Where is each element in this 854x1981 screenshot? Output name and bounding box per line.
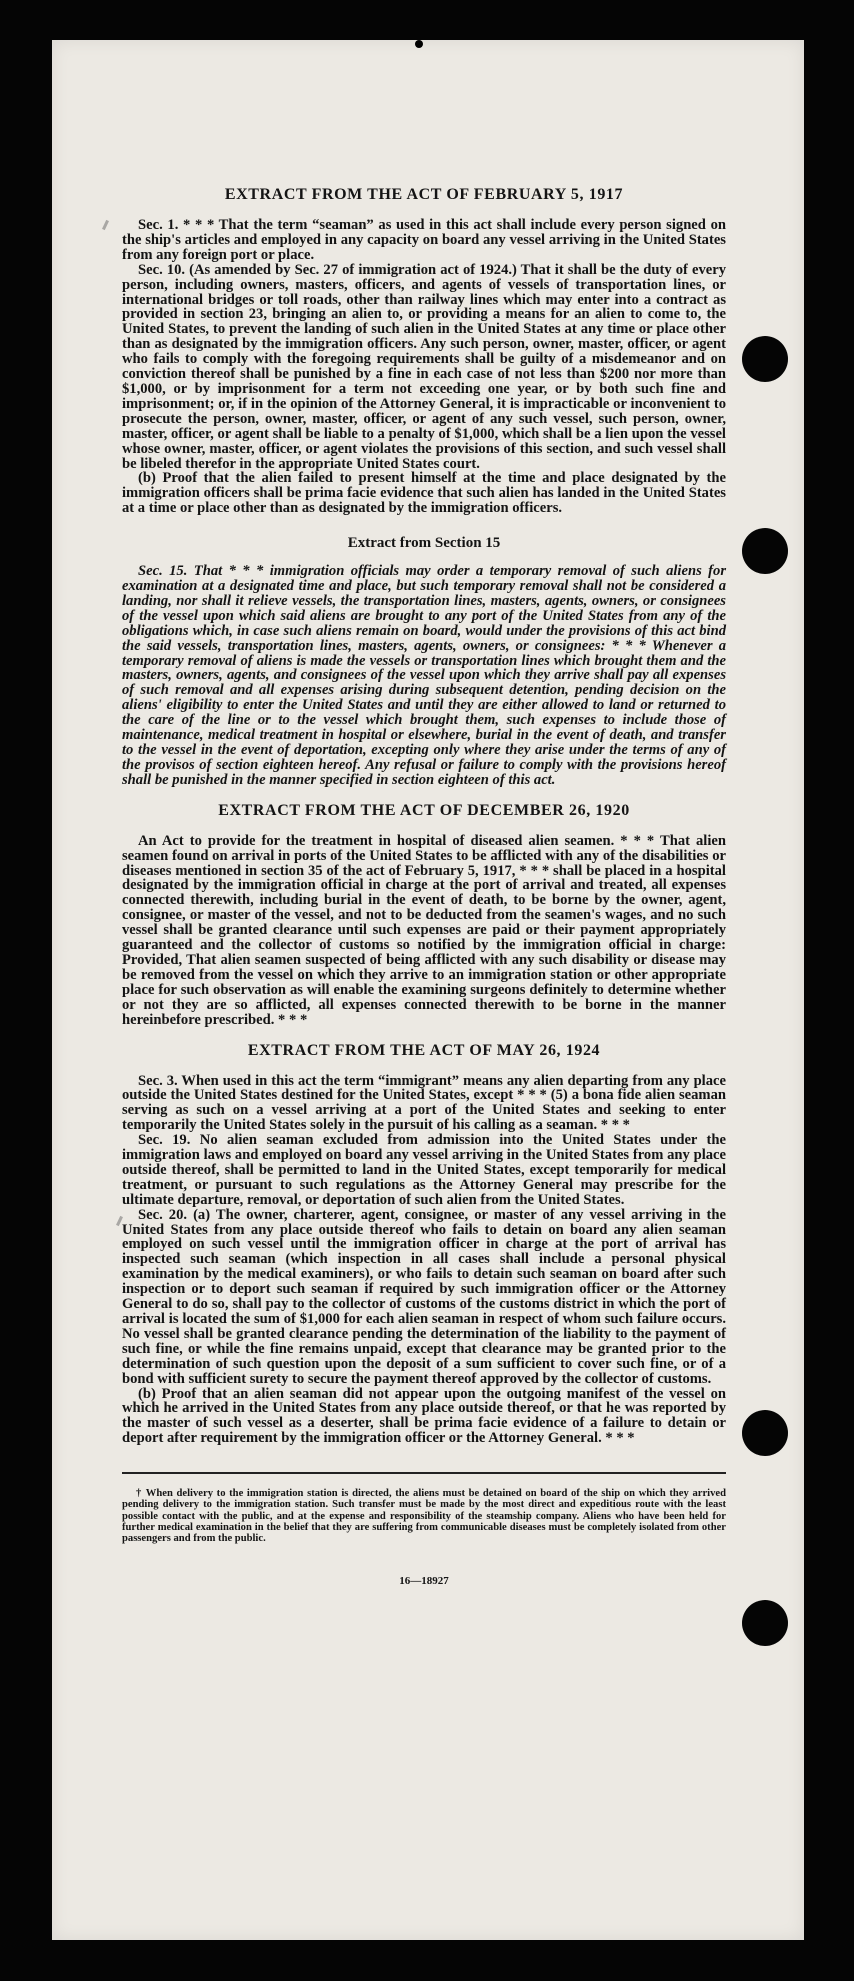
document-page	[52, 40, 804, 1940]
subheading-section-15: Extract from Section 15	[347, 535, 501, 552]
paragraph-sec-20-b: (b) Proof that an alien seaman did not appear upon the outgoing manifest of the vessel on which he arrived in the United States from any place outside thereof, or that he was reported by the master of such vessel as a deserter, shall be prima facie evidence of a failure to detain or deport after requirement by the immigration officer or the Attorney General. * * *	[122, 1385, 726, 1447]
footnote: † When delivery to the immigration station is directed, the aliens must be detained on board of the ship on which they arrived pending delivery to the immigration station. Such transfer must be made by the most direct and expeditious route with the least possible contact with the public, and at the expense and responsibility of the steamship company. Aliens who have been held for further medical examination in the belief that they are suffering from communicable diseases must be completely isolated from other passengers and from the public.	[122, 1488, 726, 1544]
paragraph-sec-20-a: Sec. 20. (a) The owner, charterer, agent, consignee, or master of any vessel arriving in the United States from any place outside thereof who fails to detain on board any alien seaman employed on such vessel until the immigration officer in charge at the port of arrival has inspected such seaman (which inspection in all cases shall include a personal physical examination by the medical examiners), or who fails to detain such seaman on board after such inspection or to deport such seaman if required by such immigration officer or the Attorney General to do so, shall pay to the collector of customs of the customs district in which the port of arrival is located the sum of $1,000 for each alien seaman in respect of whom such failure occurs. No vessel shall be granted clearance pending the determination of the liability to the payment of such fine, or while the fine remains unpaid, except that clearance may be granted prior to the determination of such question upon the deposit of a sum sufficient to cover such fine, or of a bond with sufficient surety to secure the payment thereof approved by the collector of customs.	[122, 1206, 726, 1387]
heading-act-1920: EXTRACT FROM THE ACT OF DECEMBER 26, 1920	[218, 801, 630, 819]
heading-act-1917: EXTRACT FROM THE ACT OF FEBRUARY 5, 1917	[224, 186, 624, 203]
paragraph-sec-19: Sec. 19. No alien seaman excluded from admission into the United States under the immigration laws and employed on board any vessel arriving in the United States from any place outside thereof, shall be permitted to land in the United States, except temporarily for medical treatment, or pursuant to such regulations as the Attorney General may prescribe for the ultimate departure, removal, or deportation of such alien from the United States.	[122, 1132, 726, 1208]
paragraph-sec-15: Sec. 15. That * * * immigration officials may order a temporary removal of such aliens for examination at a designated time and place, but such temporary removal shall not be considered a landing, nor shall it relieve vessels, the transportation lines, masters, agents, owners, or consignees of the vessel upon which said aliens are brought to any port of the United States from any of the obligations which, in case such aliens remain on board, would under the provisions of this act bind the said vessels, transportation lines, masters, agents, owners, or consignees: * * * Whenever a temporary removal of aliens is made the vessels or transportation lines which brought them and the masters, owners, agents, and consignees of the vessel upon which they arrive shall pay all expenses of such removal and all expenses arising during subsequent detention, pending decision on the aliens' eligibility to enter the United States and until they are either allowed to land or returned to the care of the line or to the vessel which brought them, such expenses to include those of maintenance, medical treatment in hospital or elsewhere, burial in the event of death, and transfer to the vessel in the event of deportation, excepting only where they arise under the terms of any of the provisos of section eighteen hereof. Any refusal or failure to comply with the provisions hereof shall be punished in the manner specified in section eighteen of this act.	[122, 563, 726, 788]
form-code: 16—18927	[399, 1575, 449, 1588]
paragraph-sec-3: Sec. 3. When used in this act the term “immigrant” means any alien departing from any place outside the United States destined for the United States, except * * * (5) a bona fide alien seaman serving as such on a vessel arriving at a port of the United States and seeking to enter temporarily the United States solely in the pursuit of his calling as a seaman. * * *	[122, 1072, 726, 1134]
document-body	[122, 186, 726, 1589]
paragraph-sec-1: Sec. 1. * * * That the term “seaman” as used in this act shall include every person signed on the ship's articles and employed in any capacity on board any vessel arriving in the United States from any foreign port or place.	[122, 217, 726, 263]
punch-hole-top-2	[742, 528, 788, 574]
paragraph-sec-10-b: (b) Proof that the alien failed to present himself at the time and place designated by the immigration officers shall be prima facie evidence that such alien has landed in the United States at a time or place other than as designated by the immigration officers.	[122, 470, 726, 517]
punch-hole-bottom-1	[742, 1410, 788, 1456]
paragraph-sec-10: Sec. 10. (As amended by Sec. 27 of immigration act of 1924.) That it shall be the duty of every person, including owners, masters, officers, and agents of vessels of transportation lines, or international bridges or toll roads, other than railway lines which may enter into a contract as provided in section 23, bringing an alien to, or providing a means for an alien to come to, the United States, to prevent the landing of such alien in the United States at any time or place other than as designated by the immigration officers. Any such person, owner, master, officer, or agent who fails to comply with the foregoing requirements shall be guilty of a misdemeanor and on conviction thereof shall be punished by a fine in each case of not less than $200 nor more than $1,000, or by imprisonment for a term not exceeding one year, or by both such fine and imprisonment; or, if in the opinion of the Attorney General, it is impracticable or inconvenient to prosecute the person, owner, master, officer, or agent of any such vessel, such person, owner, master, officer, or agent shall be liable to a penalty of $1,000, which shall be a lien upon the vessel whose owner, master, officer, or agent violates the provisions of this section, and such vessel shall be libeled therefor in the appropriate United States court.	[122, 261, 726, 472]
paragraph-act-1920: An Act to provide for the treatment in hospital of diseased alien seamen. * * * That alien seamen found on arrival in ports of the United States to be afflicted with any of the disabilities or diseases mentioned in section 35 of the act of February 5, 1917, * * * shall be placed in a hospital designated by the immigration official in charge at the port of arrival and treated, all expenses connected therewith, including burial in the event of death, to be borne by the owner, agent, consignee, or master of the vessel, and not to be deducted from the seamen's wages, and no such vessel shall be granted clearance until such expenses are paid or their payment appropriately guaranteed and the collector of customs so notified by the immigration official in charge: Provided, That alien seamen suspected of being afflicted with any such disability or disease may be removed from the vessel on which they arrive to an immigration station or other appropriate place for such observation as will enable the examining surgeons definitely to determine whether or not they are so afflicted, all expenses connected therewith to be borne in the manner hereinbefore prescribed. * * *	[122, 832, 726, 1028]
heading-act-1924: EXTRACT FROM THE ACT OF MAY 26, 1924	[247, 1041, 601, 1059]
footnote-divider	[122, 1472, 726, 1474]
staple-mark	[415, 40, 423, 48]
paper-mark	[102, 220, 109, 230]
punch-hole-bottom-2	[742, 1600, 788, 1646]
punch-hole-top-1	[742, 336, 788, 382]
